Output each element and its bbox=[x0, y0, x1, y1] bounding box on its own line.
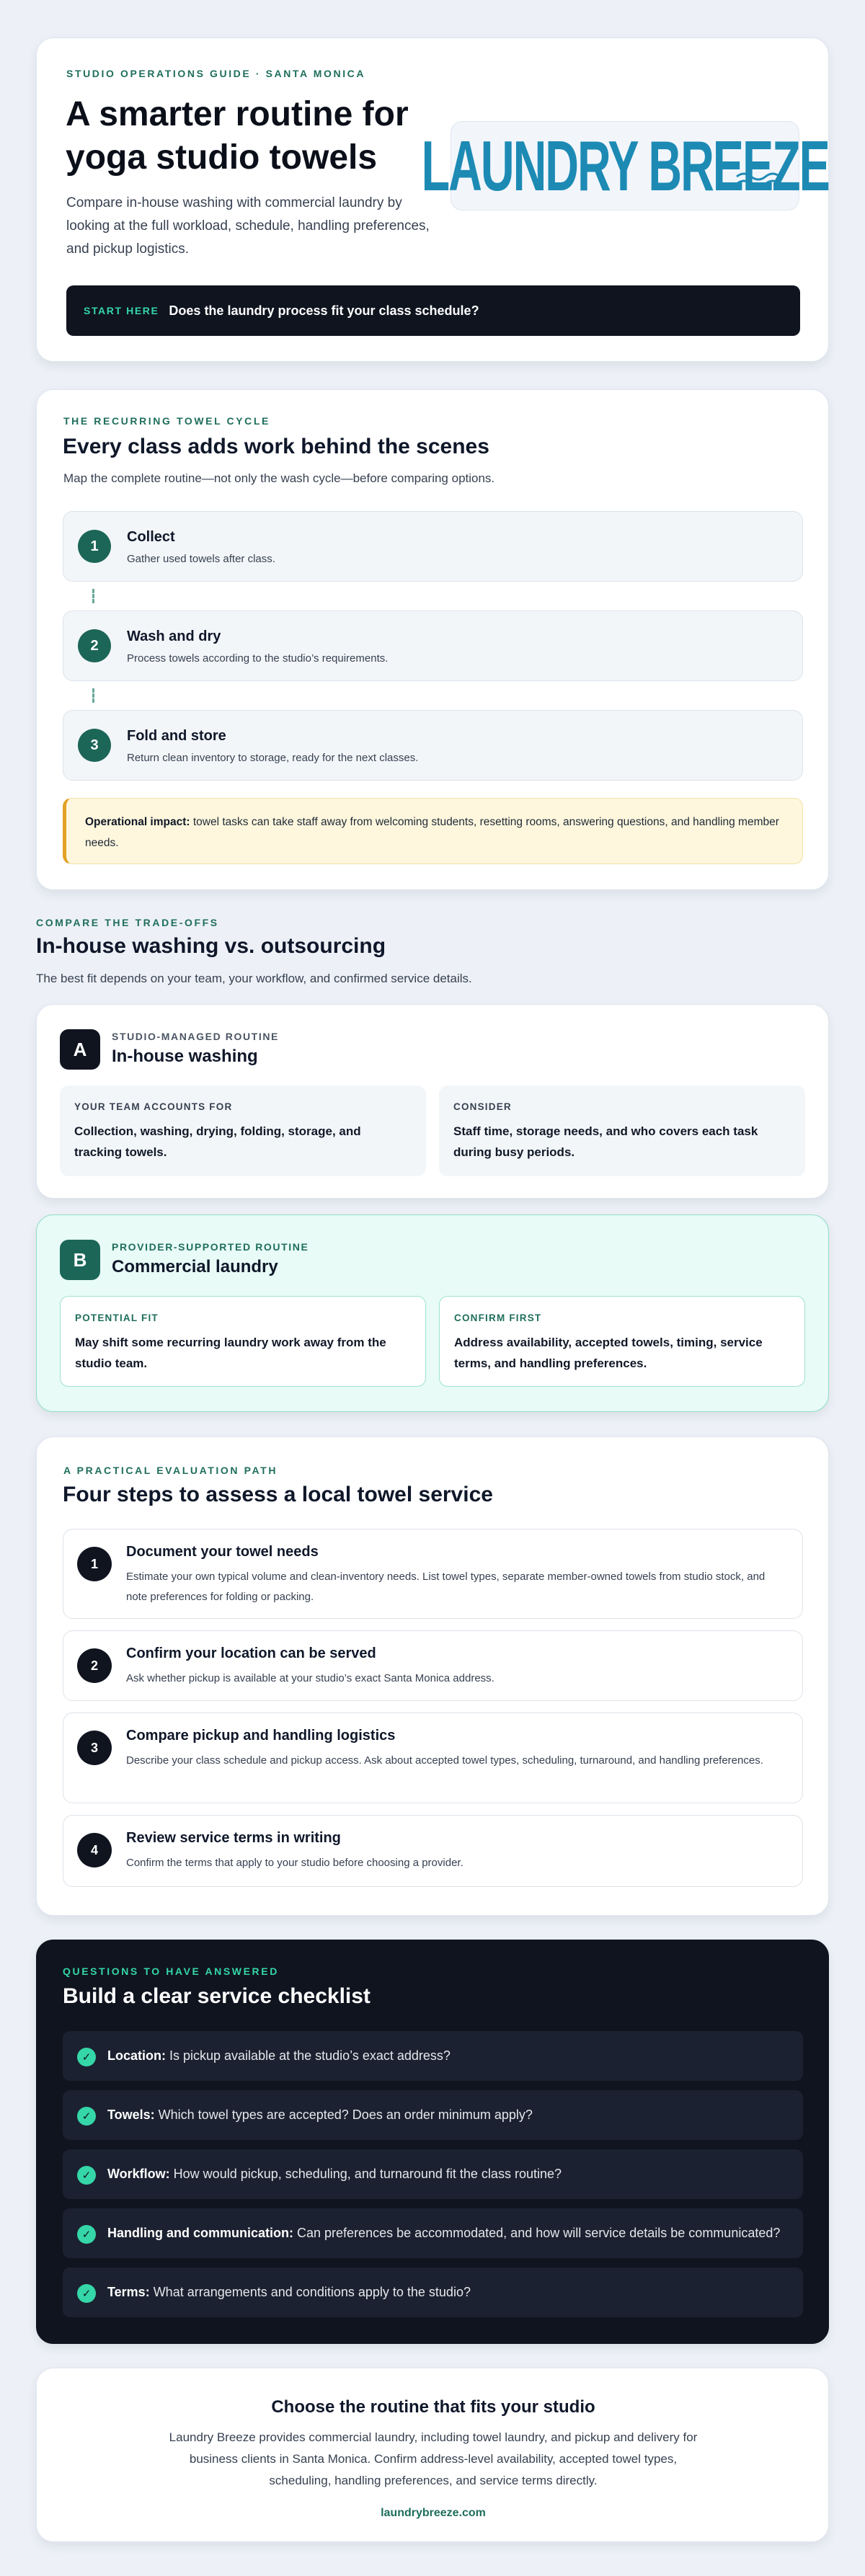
checklist-question: Is pickup available at the studio’s exact address? bbox=[166, 2048, 451, 2063]
checklist-eyebrow: QUESTIONS TO HAVE ANSWERED bbox=[63, 1966, 279, 1977]
detail-label: YOUR TEAM ACCOUNTS FOR bbox=[74, 1101, 233, 1112]
compare-subtitle: The best fit depends on your team, your workflow, and confirmed service details. bbox=[36, 972, 472, 985]
checklist-question: Which towel types are accepted? Does an order minimum apply? bbox=[154, 2108, 533, 2122]
step-description: Confirm the terms that apply to your studio before choosing a provider. bbox=[126, 1857, 463, 1869]
checklist-item bbox=[63, 2031, 803, 2081]
option-title: Commercial laundry bbox=[112, 1257, 278, 1276]
closing-body: Laundry Breeze provides commercial laundry, including towel laundry, and pickup and delivery for business clients in Santa Monica. Confirm address-level availability, accepted towel types, scheduling, handling preferences, and service terms directly. bbox=[169, 2430, 698, 2487]
website-link[interactable]: laundrybreeze.com bbox=[381, 2507, 486, 2519]
step-title: Compare pickup and handling logistics bbox=[126, 1728, 396, 1744]
step-connector bbox=[92, 589, 95, 603]
service-checklist-card bbox=[36, 1940, 829, 2344]
compare-eyebrow: COMPARE THE TRADE-OFFS bbox=[36, 917, 219, 928]
checklist-item bbox=[63, 2208, 803, 2258]
logo-wordmark: LAUNDRY BREEZE bbox=[421, 126, 829, 205]
option-detail bbox=[60, 1296, 426, 1387]
start-question: Does the laundry process fit your class schedule? bbox=[169, 303, 479, 318]
checklist-question: How would pickup, scheduling, and turnaround fit the class routine? bbox=[169, 2167, 562, 2181]
option-detail bbox=[439, 1085, 805, 1176]
step-title: Fold and store bbox=[127, 728, 226, 744]
option-commercial-card bbox=[36, 1214, 829, 1412]
checklist-text bbox=[107, 2285, 471, 2300]
hero-eyebrow: STUDIO OPERATIONS GUIDE · SANTA MONICA bbox=[66, 68, 366, 79]
closing-card bbox=[36, 2368, 829, 2542]
option-title: In-house washing bbox=[112, 1047, 258, 1066]
step-title: Document your towel needs bbox=[126, 1544, 319, 1560]
checklist-title: Build a clear service checklist bbox=[63, 1984, 371, 2008]
step-number: 1 bbox=[77, 1547, 112, 1581]
step-number: 3 bbox=[78, 729, 111, 762]
step-title: Collect bbox=[127, 529, 175, 545]
detail-value: Collection, washing, drying, folding, storage, and tracking towels. bbox=[74, 1124, 361, 1159]
option-eyebrow: PROVIDER-SUPPORTED ROUTINE bbox=[112, 1241, 309, 1253]
start-here-banner[interactable] bbox=[66, 285, 800, 336]
start-here-tag: START HERE bbox=[84, 305, 159, 316]
checklist-item bbox=[63, 2090, 803, 2140]
checklist-label: Terms: bbox=[107, 2285, 150, 2299]
step-number: 3 bbox=[77, 1731, 112, 1765]
operational-impact-callout bbox=[63, 798, 803, 864]
checklist-label: Towels: bbox=[107, 2108, 155, 2122]
check-icon: ✓ bbox=[77, 2048, 96, 2066]
checklist-question: Can preferences be accommodated, and how will service details be communicated? bbox=[293, 2226, 781, 2240]
detail-label: CONFIRM FIRST bbox=[454, 1313, 542, 1323]
detail-label: CONSIDER bbox=[453, 1101, 512, 1112]
checklist-item bbox=[63, 2268, 803, 2317]
assessment-step bbox=[63, 1529, 803, 1619]
option-badge: A bbox=[60, 1029, 100, 1070]
assessment-step bbox=[63, 1713, 803, 1803]
compare-title: In-house washing vs. outsourcing bbox=[36, 934, 386, 958]
checklist-label: Location: bbox=[107, 2048, 166, 2063]
cycle-step bbox=[63, 610, 803, 681]
step-title: Confirm your location can be served bbox=[126, 1645, 376, 1661]
assessment-step bbox=[63, 1815, 803, 1887]
step-number: 2 bbox=[77, 1648, 112, 1683]
option-badge: B bbox=[60, 1240, 100, 1280]
option-detail bbox=[60, 1085, 426, 1176]
cycle-subtitle: Map the complete routine—not only the wash cycle—before comparing options. bbox=[63, 471, 495, 485]
assessment-step bbox=[63, 1630, 803, 1701]
step-description: Describe your class schedule and pickup access. Ask about accepted towel types, scheduling, turnaround, and handling preferences. bbox=[126, 1754, 763, 1767]
detail-value: May shift some recurring laundry work away from the studio team. bbox=[75, 1336, 386, 1370]
check-icon: ✓ bbox=[77, 2166, 96, 2185]
impact-text: towel tasks can take staff away from welcoming students, resetting rooms, answering questions, and handling member needs. bbox=[85, 816, 779, 849]
option-detail bbox=[439, 1296, 805, 1387]
check-icon: ✓ bbox=[77, 2225, 96, 2244]
detail-value: Address availability, accepted towels, timing, service terms, and handling preferences. bbox=[454, 1336, 763, 1370]
checklist-label: Workflow: bbox=[107, 2167, 170, 2181]
cycle-step bbox=[63, 511, 803, 582]
assess-title: Four steps to assess a local towel service bbox=[63, 1483, 493, 1506]
check-icon: ✓ bbox=[77, 2107, 96, 2126]
impact-label: Operational impact: bbox=[85, 816, 190, 828]
step-description: Ask whether pickup is available at your studio’s exact Santa Monica address. bbox=[126, 1672, 494, 1684]
cycle-step bbox=[63, 710, 803, 781]
step-number: 2 bbox=[78, 629, 111, 662]
cycle-title: Every class adds work behind the scenes bbox=[63, 435, 489, 458]
checklist-item bbox=[63, 2149, 803, 2199]
step-number: 1 bbox=[78, 530, 111, 563]
cycle-eyebrow: THE RECURRING TOWEL CYCLE bbox=[63, 415, 270, 427]
step-title: Review service terms in writing bbox=[126, 1830, 341, 1846]
towel-cycle-card bbox=[36, 389, 829, 890]
wave-icon bbox=[735, 171, 781, 188]
option-eyebrow: STUDIO-MANAGED ROUTINE bbox=[112, 1031, 279, 1042]
hero-intro: Compare in-house washing with commercial laundry by looking at the full workload, schedule, handling preferences, and pickup logistics. bbox=[66, 195, 430, 257]
assess-eyebrow: A PRACTICAL EVALUATION PATH bbox=[63, 1465, 278, 1476]
page-title: A smarter routine for yoga studio towels bbox=[66, 95, 409, 177]
step-description: Estimate your own typical volume and clean-inventory needs. List towel types, separate member-owned towels from studio stock, and note preferences for folding or packing. bbox=[126, 1571, 766, 1603]
step-description: Process towels according to the studio’s requirements. bbox=[127, 652, 389, 665]
step-description: Gather used towels after class. bbox=[127, 553, 275, 565]
hero-card bbox=[36, 37, 829, 362]
closing-title: Choose the routine that fits your studio bbox=[271, 2397, 595, 2417]
assessment-steps-card bbox=[36, 1436, 829, 1916]
check-icon: ✓ bbox=[77, 2284, 96, 2303]
step-title: Wash and dry bbox=[127, 629, 221, 644]
checklist-text bbox=[107, 2108, 533, 2123]
checklist-question: What arrangements and conditions apply to the studio? bbox=[149, 2285, 471, 2299]
step-connector bbox=[92, 688, 95, 703]
step-description: Return clean inventory to storage, ready for the next classes. bbox=[127, 752, 419, 764]
brand-logo bbox=[421, 121, 829, 210]
detail-label: POTENTIAL FIT bbox=[75, 1313, 159, 1323]
checklist-text bbox=[107, 2226, 780, 2241]
checklist-text bbox=[107, 2048, 451, 2064]
step-number: 4 bbox=[77, 1833, 112, 1867]
checklist-text bbox=[107, 2167, 562, 2182]
option-in-house-card bbox=[36, 1004, 829, 1199]
checklist-label: Handling and communication: bbox=[107, 2226, 294, 2240]
detail-value: Staff time, storage needs, and who covers each task during busy periods. bbox=[453, 1124, 758, 1159]
